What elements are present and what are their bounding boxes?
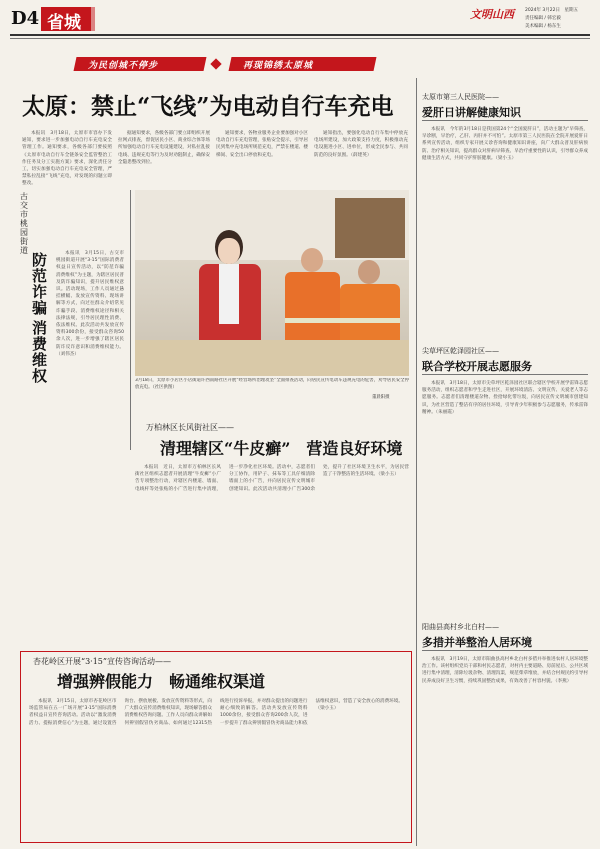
date-line: 2024年 3月22日 星期五 xyxy=(525,8,578,13)
page-number: D4 xyxy=(11,8,40,29)
sidebar-1-rule xyxy=(422,120,588,121)
bottom-kicker: 杏花岭区开展“3·15”宣传咨询活动—— xyxy=(33,657,171,666)
banner-left-text: 为民创城不停步 xyxy=(88,61,159,71)
bottom-article-box xyxy=(20,651,412,843)
lead-photo xyxy=(135,190,409,376)
ox-headline: 清理辖区“牛皮癣” 营造良好环境 xyxy=(160,439,403,458)
sidebar-2-kicker: 尖草坪区乾泽园社区—— xyxy=(422,347,499,355)
lead-col-2-text: 据通知要求，各级各部门要立即组织开展拉网式排查，督促居民小区、商业综合体等场所加强电动自行车充电设施建设，对私拉乱接电线、违规充电等行为及时劝阻制止，确保安全隐患整改到位。 xyxy=(118,131,210,165)
sidebar-2-headline: 联合学校开展志愿服务 xyxy=(422,360,532,373)
bottom-headline: 增强辨假能力 畅通维权渠道 xyxy=(57,672,266,691)
masthead xyxy=(0,0,600,44)
lead-col-4 xyxy=(314,130,408,186)
lead-col-4-text: 通知指出，要强化电动自行车集中停放充电场所建设，加大政策支持力度，积极推动充电设施进小区、进单位，形成全民参与、共同防范的良好氛围。（薛建英） xyxy=(314,131,408,158)
photo-table xyxy=(135,340,409,376)
sidebar-1-kicker: 太原市第三人民医院—— xyxy=(422,93,499,101)
photo-shelf xyxy=(335,198,405,258)
bottom-body-text: 本报讯 3月15日，太原市杏花岭区市场监管局在五一广场开展“3·15”国际消费者权益日宣传咨询活动。活动以“激发消费活力、提振消费信心”为主题，通过设置咨询台、摆放展板、发放宣传资料等形式，向广大群众宣传消费维权知识，现场解答群众消费维权咨询问题。工作人员向群众讲解如何辨别假冒伪劣商品、如何通过12315热线进行投诉举报，并对群众提出的问题进行耐心细致的解答。活动共发放宣传资料1000余份，接受群众咨询200余人次，进一步提升了群众辨别假冒伪劣商品能力和依法维权意识，营造了安全放心的消费环境。（梁小玉） xyxy=(29,699,403,726)
bottom-body xyxy=(29,698,403,838)
ox-kicker: 万柏林区长风街社区—— xyxy=(146,423,234,432)
fraud-body xyxy=(56,250,124,445)
ox-body-text: 本报讯 近日，太原市万柏林区长风街社区组织志愿者开展清理“牛皮癣”小广告专项整治行动，对辖区内楼道、墙面、电线杆等处张贴的小广告进行集中清理，进一步净化社区环境。活动中，志愿者们分工协作，用铲子、抹布等工具仔细清除墙面上的小广告，并向居民宣传文明城市创建知识。此次活动共清理小广告300余处，提升了社区环境卫生水平，为居民营造了干净整洁的生活环境。（梁小玉） xyxy=(135,465,409,492)
sidebar-1-body xyxy=(422,126,588,322)
lead-photo-caption xyxy=(135,378,409,400)
brand-logo: 文明山西 xyxy=(470,8,514,21)
header-rule-thin xyxy=(10,38,590,39)
lead-photo-credit: 董晨阳摄 xyxy=(372,395,390,400)
sidebar-3-body xyxy=(422,656,588,842)
ox-body xyxy=(135,464,409,644)
sidebar-article-2 xyxy=(422,346,590,601)
banner-divider-icon xyxy=(210,58,221,69)
sidebar-divider xyxy=(416,78,417,846)
sidebar-2-body-text: 本报讯 3月18日，太原市尖草坪区乾泽园社区联合辖区学校开展学雷锋志愿服务活动，组织志愿者和学生走进社区，开展环境清洁、文明宣传、关爱老人等志愿服务。志愿者们清理楼道杂物、捡拾绿化带垃圾，向居民宣传文明城市创建知识，为社区营造了整洁有序的居住环境，引导青少年积极参与志愿服务，传承雷锋精神。（朱丽霞） xyxy=(422,381,588,415)
sidebar-3-headline: 多措并举整治人居环境 xyxy=(422,636,532,649)
header-rule xyxy=(10,34,590,36)
lead-col-divider xyxy=(130,190,131,450)
sidebar-3-body-text: 本报讯 3月19日，太原市阳曲县高村乡北白村多措并举推进农村人居环境整治工作。该村组织党员干部和村民志愿者，对村内主要道路、房前屋后、公共区域进行集中清理，清除垃圾杂物、清理沟渠，规范柴草堆放，并结合村规民约引导村民养成良好卫生习惯，持续巩固整治成果，有效改善了村容村貌。（李燕） xyxy=(422,657,588,684)
fraud-title-2: 消费维权 xyxy=(32,319,48,385)
sidebar-article-1 xyxy=(422,92,590,322)
sidebar-article-3 xyxy=(422,622,590,844)
sidebar-2-body xyxy=(422,380,588,598)
section-label: 省城 xyxy=(47,13,81,33)
lead-photo-caption-text: 3月18日，太原市小店区小店街道许西南路社区开展“经营场所治理攻坚”全面排查活动，向居民宣传电动车违规充电的危害，劝导居民安全停放充电。（社区供图） xyxy=(135,378,409,390)
designer-line: 美术编辑 / 杨东生 xyxy=(525,24,561,29)
lead-col-1 xyxy=(22,130,112,186)
sidebar-3-kicker: 阳曲县高村乡北白村—— xyxy=(422,623,499,631)
lead-col-1-text: 本报讯 3月18日，太原市市容办下发通知，要求进一步加强电动自行车充电安全管理工作。通知要求，各级各部门要按照《太原市电动自行车全链条安全监管整治工作任务及分工实施方案》要求，深化责任分工，切实加强电动自行车充电安全管理，严禁私拉乱接“飞线”充电，对发现的问题立即整改。 xyxy=(22,131,112,186)
lead-col-3 xyxy=(216,130,308,186)
banner-right-text: 再现锦绣太原城 xyxy=(243,61,314,71)
lead-col-3-text: 通知要求，各物业服务企业要加强对小区电动自行车充电管理，张贴安全提示，引导居民到集中充电场所规范充电，严禁在楼道、楼梯间、安全出口停放和充电。 xyxy=(216,131,308,158)
sidebar-2-rule xyxy=(422,374,588,375)
fraud-body-text: 本报讯 3月15日，古交市桃园街道开展“3·15”国际消费者权益日宣传活动，以“防范诈骗 消费维权”为主题，为辖区居民普及防诈骗知识，提升居民维权意识。活动现场，工作人员通过悬挂横幅、发放宣传资料、现场讲解等方式，向过往群众介绍常见诈骗手段、消费维权途径和相关法律法规，引导居民理性消费、依法维权。此次活动共发放宣传资料300余份，接受群众咨询50余人次，进一步增强了辖区居民防诈反诈意识和消费维权能力。（刘伟杰） xyxy=(56,251,124,357)
lead-col-2 xyxy=(118,130,210,186)
fraud-kicker: 古交市桃园街道 xyxy=(20,192,28,255)
lead-headline: 太原：禁止“飞线”为电动自行车充电 xyxy=(22,93,394,120)
section-tab xyxy=(41,7,91,31)
banner xyxy=(60,55,420,73)
sidebar-1-body-text: 本报讯 今年的3月18日是我国第24个“全国爱肝日”，活动主题为“早筛查，早诊断，早治疗，乙肝、丙肝并不可怕”。太原市第三人民医院在全院开展爱肝日系列宣传活动，组织专家开展义诊咨询和健康知识讲座，向广大群众普及肝病预防、治疗相关知识，提高群众对肝病早筛查、早治疗重要性的认识，引导群众养成健康生活方式，共同守护肝脏健康。（梁小玉） xyxy=(422,127,588,161)
section-tab-accent xyxy=(91,7,95,31)
editor-line: 责任编辑 / 韩宏毅 xyxy=(525,16,561,21)
fraud-article xyxy=(20,192,125,447)
sidebar-3-rule xyxy=(422,650,588,651)
fraud-title-1: 防范诈骗 xyxy=(32,251,48,317)
sidebar-1-headline: 爱肝日讲解健康知识 xyxy=(422,106,521,119)
